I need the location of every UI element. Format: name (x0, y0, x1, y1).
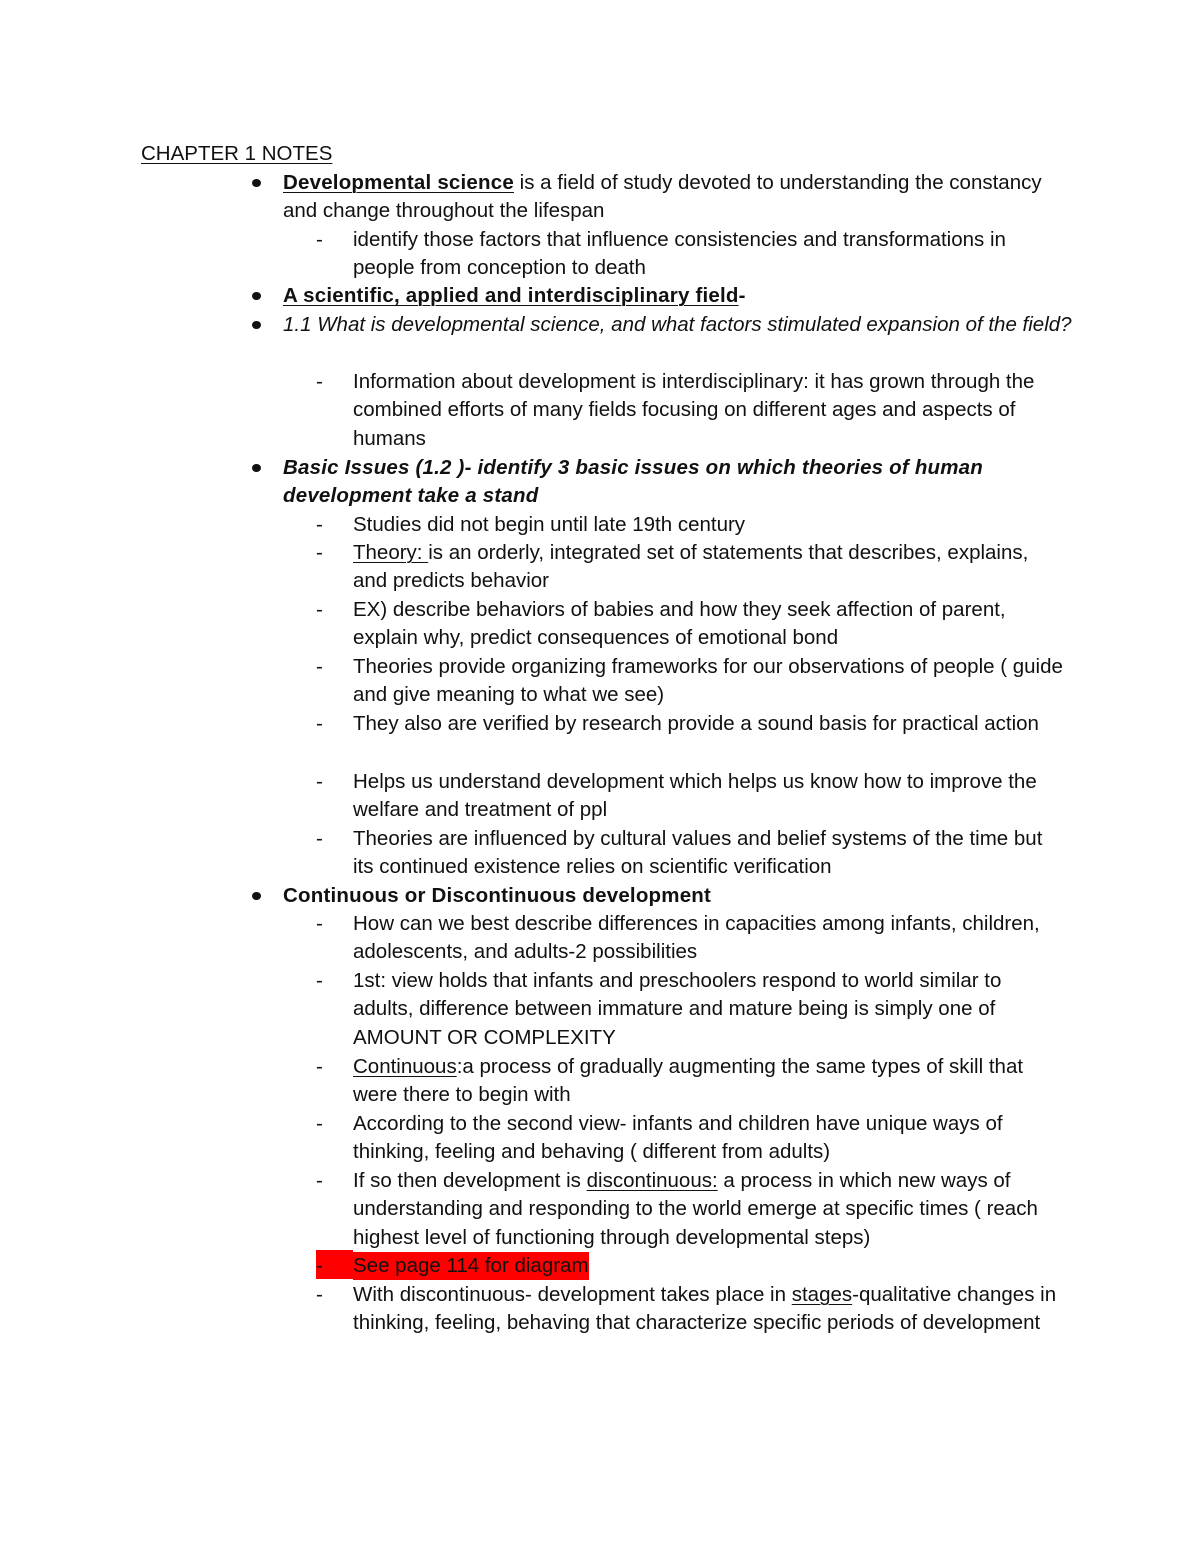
bullet-dot-icon (252, 179, 261, 187)
dash-marker: - (316, 912, 323, 935)
sub-item (316, 768, 1065, 825)
sub-item-text: Theories are influenced by cultural values and belief systems of the time but its continued existence relies on scientific verification (353, 827, 1043, 879)
term-continuous: Continuous (353, 1055, 457, 1078)
sub-item-text: Information about development is interdisciplinary: it has grown through the combined efforts of many fields focusing on different ages and aspects of humans (353, 370, 1035, 450)
term-theory: Theory: (353, 541, 429, 564)
sub-item (316, 226, 1065, 283)
term-discontinuous: discontinuous: (586, 1169, 718, 1192)
sub-item (316, 825, 1065, 882)
sub-item-text: With discontinuous- development takes place in (353, 1283, 792, 1306)
bullet-dot-icon (252, 292, 261, 300)
sub-item (316, 511, 1065, 539)
dash-marker: - (316, 598, 323, 621)
sub-item-text: is an orderly, integrated set of statements that describes, explains, and predicts behavior (353, 541, 1029, 593)
sub-item-text: EX) describe behaviors of babies and how they seek affection of parent, explain why, predict consequences of emotional bond (353, 598, 1006, 650)
bullet-basic-issues (283, 454, 1073, 511)
sub-item-text: If so then development is (353, 1169, 587, 1192)
dash-marker: - (316, 1254, 323, 1277)
bullet-dot-icon (252, 321, 261, 329)
highlighted-note: See page 114 for diagram (353, 1252, 589, 1280)
question-text: 1.1 What is developmental science, and what factors stimulated expansion of the field? (283, 313, 1072, 336)
dash-marker: - (316, 712, 323, 735)
dash-marker: - (316, 1055, 323, 1078)
sub-item (316, 596, 1065, 653)
sub-item-text: 1st: view holds that infants and preschoolers respond to world similar to adults, difference between immature and mature being is simply one of AMOUNT OR COMPLEXITY (353, 969, 1002, 1049)
sub-item-text: Helps us understand development which helps us know how to improve the welfare and treatment of ppl (353, 770, 1037, 822)
heading-continuous-discontinuous: Continuous or Discontinuous development (283, 884, 712, 907)
heading-suffix: - (738, 284, 746, 307)
dash-marker: - (316, 370, 323, 393)
bullet-developmental-science (283, 169, 1073, 226)
dash-marker: - (316, 1283, 323, 1306)
sub-item (316, 1281, 1065, 1338)
sub-item (316, 1167, 1065, 1252)
dash-marker: - (316, 655, 323, 678)
dash-marker: - (316, 1112, 323, 1135)
dash-marker: - (316, 228, 323, 251)
heading-scientific-field: A scientific, applied and interdisciplinary field (283, 284, 739, 307)
sub-item-text: -qualitative changes in thinking, feeling, behaving that characterize specific periods of development (353, 1283, 1057, 1335)
heading-basic-issues: Basic Issues (1.2 )- identify 3 basic issues on which theories of human development take a stand (283, 456, 984, 508)
sub-item-text: They also are verified by research provide a sound basis for practical action (353, 712, 1039, 735)
sub-item (316, 1053, 1065, 1110)
term-developmental-science: Developmental science (283, 171, 514, 194)
bullet-dot-icon (252, 892, 261, 900)
dash-marker: - (316, 969, 323, 992)
dash-marker: - (316, 770, 323, 793)
sub-item-text: According to the second view- infants and children have unique ways of thinking, feeling and behaving ( different from adults) (353, 1112, 1003, 1164)
bullet-question-1-1 (283, 311, 1073, 339)
sub-item (316, 1110, 1065, 1167)
bullet-dot-icon (252, 464, 261, 472)
sub-item-text: a process in which new ways of understanding and responding to the world emerge at specific times ( reach highest level of functioning through developmental steps) (353, 1169, 1038, 1249)
dash-marker: - (316, 827, 323, 850)
sub-item (316, 910, 1065, 967)
sub-item-text: Studies did not begin until late 19th century (353, 513, 746, 536)
sub-item-text: How can we best describe differences in capacities among infants, children, adolescents, and adults-2 possibilities (353, 912, 1040, 964)
sub-item (316, 710, 1065, 738)
bullet-continuous-discontinuous (283, 882, 1073, 910)
sub-item-highlighted (316, 1252, 1065, 1280)
sub-item-text: Theories provide organizing frameworks for our observations of people ( guide and give meaning to what we see) (353, 655, 1063, 707)
sub-item-text: identify those factors that influence consistencies and transformations in people from conception to death (353, 228, 1006, 280)
dash-marker: - (316, 541, 323, 564)
sub-item (316, 368, 1065, 453)
sub-item (316, 967, 1065, 1052)
sub-item (316, 653, 1065, 710)
sub-item-text: :a process of gradually augmenting the same types of skill that were there to begin with (353, 1055, 1024, 1107)
highlight-marker (316, 1250, 353, 1279)
page-title: CHAPTER 1 NOTES (141, 142, 333, 165)
dash-marker: - (316, 513, 323, 536)
bullet-text: is a field of study devoted to understanding the constancy and change throughout the lifespan (283, 171, 1042, 223)
sub-item (316, 539, 1065, 596)
term-stages: stages (791, 1283, 853, 1306)
bullet-scientific-field (283, 282, 1073, 310)
dash-marker: - (316, 1169, 323, 1192)
